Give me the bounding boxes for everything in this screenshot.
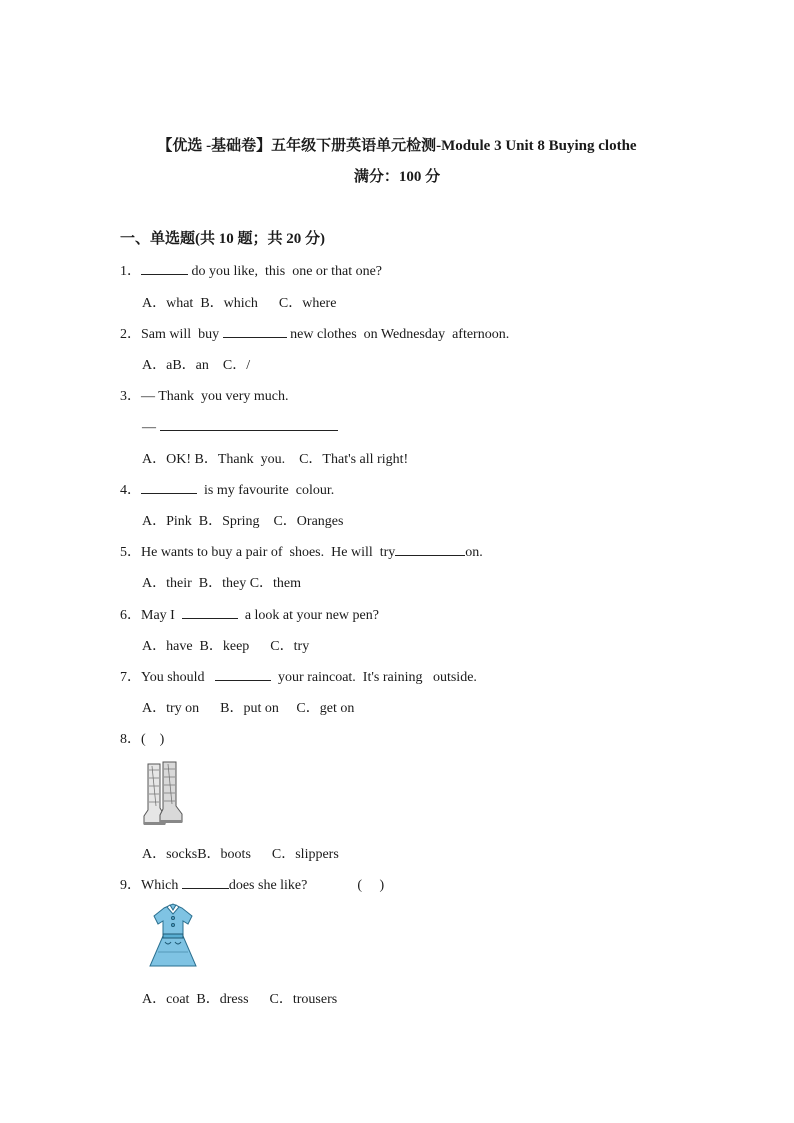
question-1: 1． do you like, this one or that one? xyxy=(120,260,382,280)
question-number: 4． xyxy=(120,483,141,498)
answer-line-3: — xyxy=(142,416,338,436)
question-number: 5． xyxy=(120,545,141,560)
options-8: A．socksB．boots C．slippers xyxy=(142,847,339,862)
question-number: 1． xyxy=(120,264,141,279)
answer-blank xyxy=(182,874,229,889)
full-score: 满分：100 分 xyxy=(353,169,441,185)
question-7: 7．You should your raincoat. It's raining outside. xyxy=(120,666,477,686)
question-number: 6． xyxy=(120,608,141,623)
question-number: 8． xyxy=(120,732,141,747)
options-9: A．coat B．dress C．trousers xyxy=(142,992,338,1007)
options-2: A．aB．an C．/ xyxy=(142,358,251,373)
page-title: 【优选 -基础卷】五年级下册英语单元检测-Module 3 Unit 8 Buying clothe xyxy=(157,138,637,154)
boots-picture xyxy=(138,760,188,828)
options-6: A．have B．keep C．try xyxy=(142,639,310,654)
question-6: 6．May I a look at your new pen? xyxy=(120,604,379,624)
question-5: 5．He wants to buy a pair of shoes. He will try on. xyxy=(120,541,483,561)
answer-blank xyxy=(215,666,271,681)
section-heading: 一、单选题(共 10 题；共 20 分) xyxy=(120,231,325,247)
question-8: 8．( ) xyxy=(120,732,165,747)
question-number: 9． xyxy=(120,878,141,893)
answer-blank xyxy=(141,479,197,494)
question-number: 2． xyxy=(120,327,141,342)
answer-blank xyxy=(223,323,287,338)
answer-blank xyxy=(141,260,188,275)
answer-blank xyxy=(395,541,465,556)
options-3: A．OK! B．Thank you. C．That's all right! xyxy=(142,452,409,467)
question-2: 2．Sam will buy new clothes on Wednesday afternoon. xyxy=(120,323,509,343)
dress-picture xyxy=(146,902,200,972)
question-number: 3． xyxy=(120,389,141,404)
options-1: A．what B．which C．where xyxy=(142,296,337,311)
answer-paren: ( ) xyxy=(357,878,385,893)
options-4: A．Pink B．Spring C．Oranges xyxy=(142,514,344,529)
question-4: 4． is my favourite colour. xyxy=(120,479,334,499)
question-9: 9．Which does she like? ( ) xyxy=(120,874,384,894)
options-5: A．their B．they C．them xyxy=(142,576,302,591)
question-number: 7． xyxy=(120,670,141,685)
answer-blank xyxy=(160,416,338,431)
question-3: 3．— Thank you very much. xyxy=(120,389,289,404)
answer-blank xyxy=(182,604,238,619)
options-7: A．try on B．put on C．get on xyxy=(142,701,355,716)
